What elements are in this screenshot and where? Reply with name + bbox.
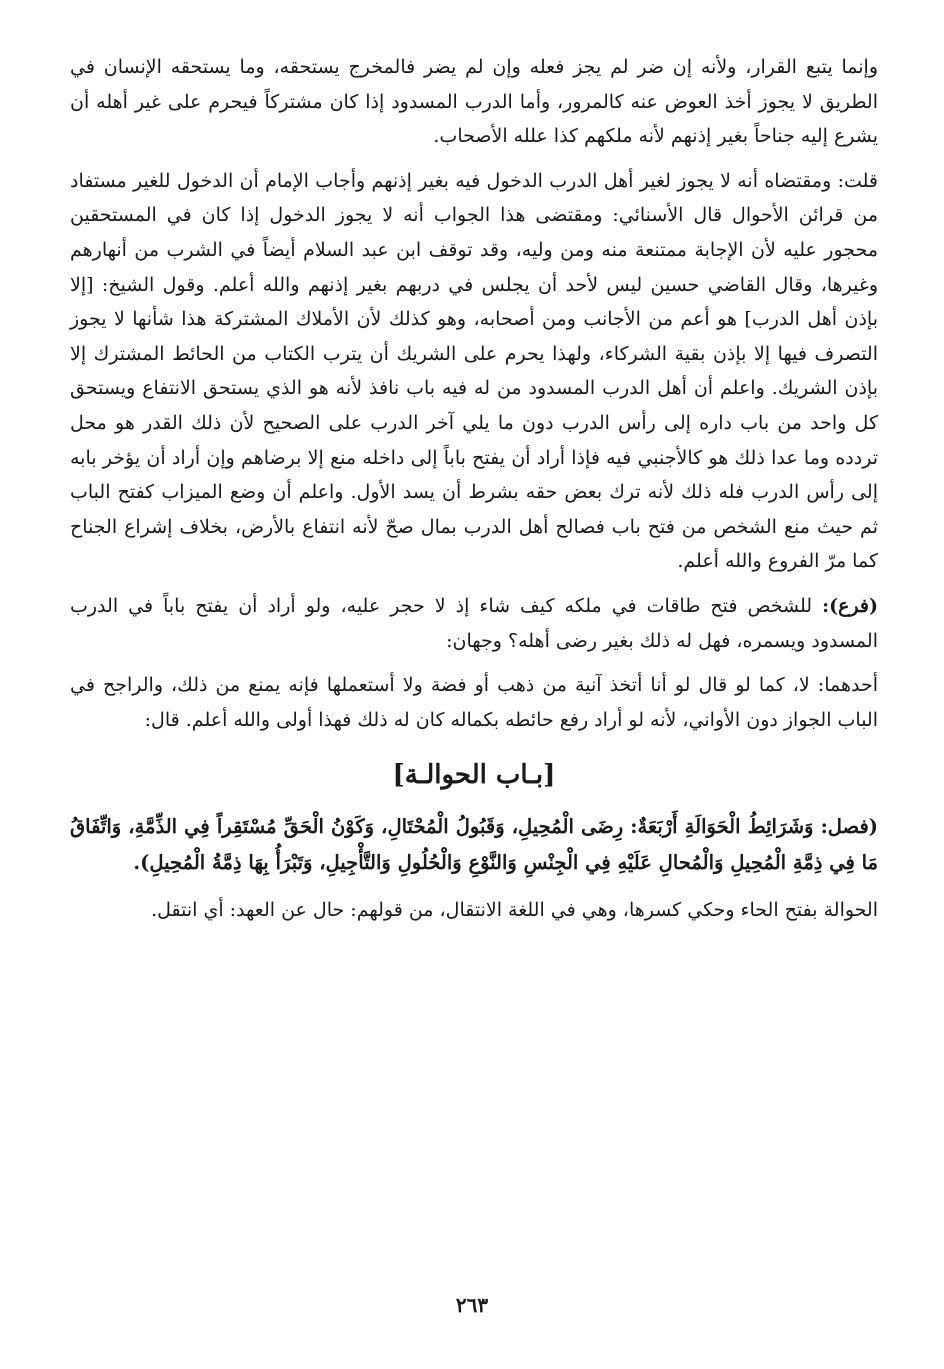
paragraph-far	[70, 589, 878, 658]
page-number: ٢٦٣	[455, 1293, 489, 1317]
final-paragraph: الحوالة بفتح الحاء وحكي كسرها، وهي في اللغة الانتقال، من قولهم: حال عن العهد: أي انتقل.	[151, 899, 878, 922]
far-label: (فرع):	[822, 594, 878, 617]
matn-section: (فصل: وَشَرَائِطُ الْحَوَالَةِ أَرْبَعَةٌ: رِضَى الْمُحِيلِ، وَقَبُولُ الْمُحْتَالِ، وَكَوْنُ الْحَقِّ مُسْتَقِراً فِي الذِّمَّةِ، وَاتِّفَاقُ مَا فِي ذِمَّةِ الْمُحِيلِ وَالْمُحالِ عَلَيْهِ فِي الْجِنْسِ وَالنَّوْعِ وَالْحُلُولِ وَالتَّأْجِيلِ، وَتَبْرَأُ بِهَا ذِمَّةُ الْمُحِيلِ).	[70, 815, 878, 875]
paragraph-2	[70, 164, 878, 579]
far-text: للشخص فتح طاقات في ملكه كيف شاء إذ لا حجر عليه، ولو أراد أن يفتح باباً في الدرب المسدود ويسمره، فهل له ذلك بغير رضى أهله؟ وجهان:	[70, 594, 878, 652]
paragraph-4-text: أحدهما: لا، كما لو قال لو أنا أتخذ آنية من ذهب أو فضة ولا أستعملها فإنه يمنع من ذلك، والراجح في الباب الجواز دون الأواني، لأنه لو أراد رفع حائطه بكماله كان له ذلك فهذا أولى والله أعلم. قال:	[70, 674, 878, 731]
paragraph-1	[70, 50, 878, 154]
paragraph-4	[70, 668, 878, 737]
chapter-heading: [بـاب الحوالـة]	[392, 760, 556, 791]
paragraph-1-text: وإنما يتبع القرار، ولأنه إن ضر لم يجز فعله وإن لم يضر فالمخرج يستحقه، وما يستحقه الإنسان في الطريق لا يجوز أخذ العوض عنه كالمرور، وأما الدرب المسدود إذا كان مشتركاً فيحرم على غير أهله أن يشرع إليه جناحاً بغير إذنهم لأنه ملكهم كذا علله الأصحاب.	[70, 56, 878, 148]
paragraph-2-text: قلت: ومقتضاه أنه لا يجوز لغير أهل الدرب الدخول فيه بغير إذنهم وأجاب الإمام أن الدخول للغير مستفاد من قرائن الأحوال قال الأسنائي: ومقتضى هذا الجواب أنه لا يجوز الدخول إذا كان في المستحقين محجور عليه لأن الإجابة ممتنعة منه ومن وليه، وقد توقف ابن عبد السلام أيضاً في الشرب من أنهارهم وغيرها، وقال القاضي حسين ليس لأحد أن يجلس في دربهم بغير إذنهم والله أعلم. وقول الشيخ: [إلا بإذن أهل الدرب] هو أعم من الأجانب ومن أصحابه، وهو كذلك لأن الأملاك المشتركة هذا شأنها لا يجوز التصرف فيها إلا بإذن بقية الشركاء، ولهذا يحرم على الشريك أن يترب الكتاب من الحائط المشترك إلا بإذن الشريك. واعلم أن أهل الدرب المسدود من له فيه باب نافذ لأنه هو الذي يستحق الانتفاع ويستحق كل واحد من باب داره إلى رأس الدرب دون ما يلي آخر الدرب على الصحيح لأن ذلك القدر هو محل تردده وما عدا ذلك هو كالأجنبي فيه فإذا أراد أن يفتح باباً إلى داخله منع إلا برضاهم وإن أراد أن يؤخر بابه إلى رأس الدرب فله ذلك لأنه ترك بعض حقه بشرط أن يسد الأول. واعلم أن وضع الميزاب كفتح الباب ثم حيث منع الشخص من فتح باب فصالح أهل الدرب بمال صحّ لأنه انتفاع بالأرض، بخلاف إشراع الجناح كما مرّ الفروع والله أعلم.	[70, 169, 878, 573]
page-body	[70, 50, 878, 938]
